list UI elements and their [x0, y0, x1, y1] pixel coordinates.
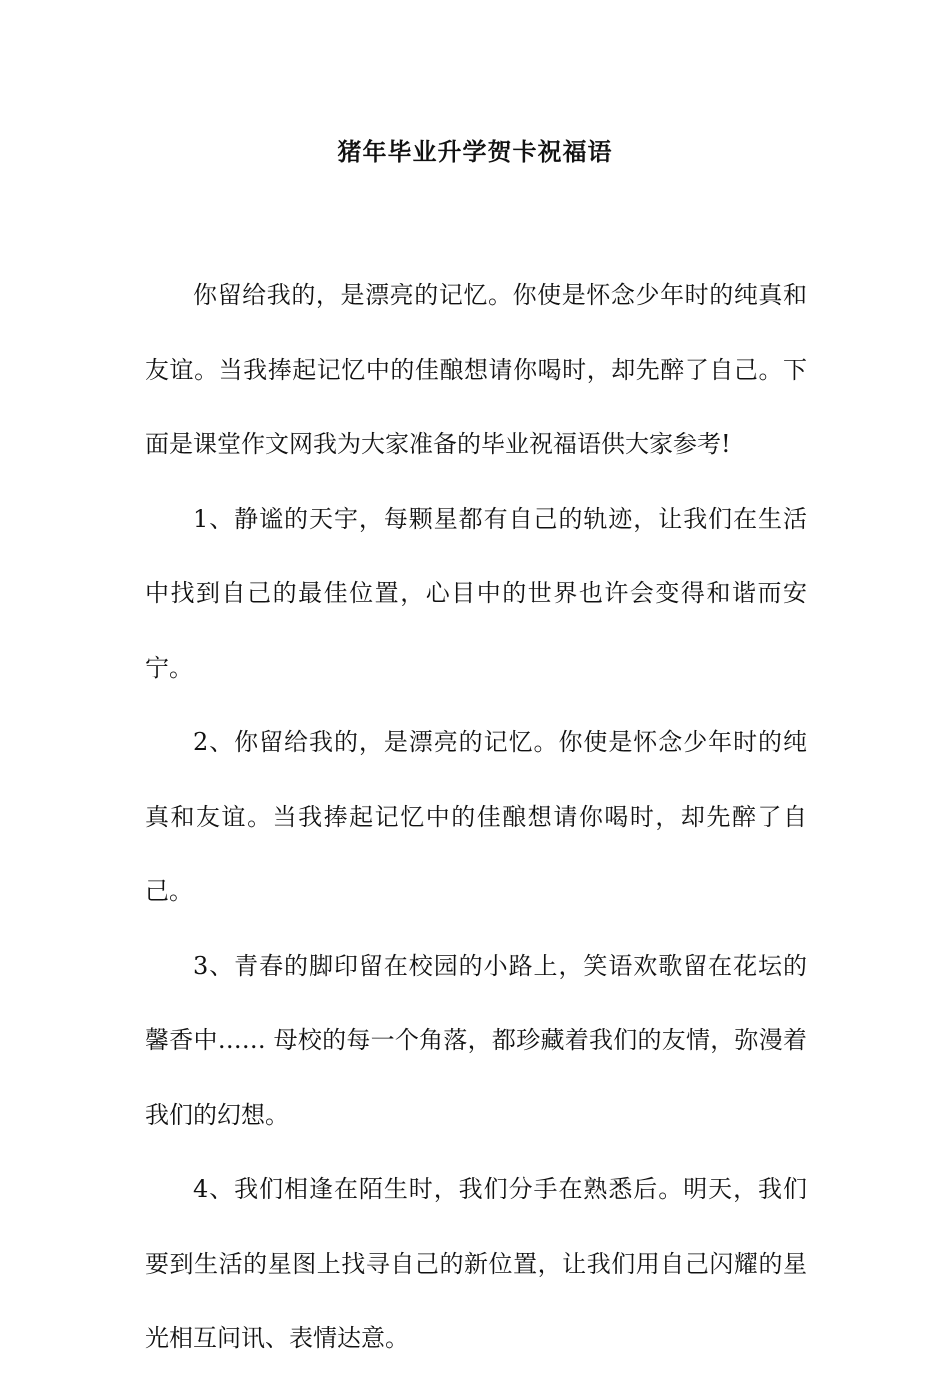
wish-paragraph-3: 3、青春的脚印留在校园的小路上，笑语欢歌留在花坛的馨香中…… 母校的每一个角落，都珍藏着我们的友情，弥漫着我们的幻想。 — [145, 951, 807, 1129]
wish-paragraph-2: 2、你留给我的，是漂亮的记忆。你使是怀念少年时的纯真和友谊。当我捧起记忆中的佳酿想请你喝时，却先醉了自己。 — [145, 728, 807, 905]
document-title: 猪年毕业升学贺卡祝福语 — [337, 138, 613, 166]
intro-paragraph: 你留给我的，是漂亮的记忆。你使是怀念少年时的纯真和友谊。当我捧起记忆中的佳酿想请你喝时，却先醉了自己。下面是课堂作文网我为大家准备的毕业祝福语供大家参考! — [145, 281, 807, 458]
document-body — [145, 258, 807, 1376]
wish-paragraph-1: 1、静谧的天宇，每颗星都有自己的轨迹，让我们在生活中找到自己的最佳位置，心目中的世界也许会变得和谐而安宁。 — [145, 504, 807, 682]
wish-paragraph-4: 4、我们相逢在陌生时，我们分手在熟悉后。明天，我们要到生活的星图上找寻自己的新位置，让我们用自己闪耀的星光相互问讯、表情达意。 — [145, 1175, 807, 1352]
